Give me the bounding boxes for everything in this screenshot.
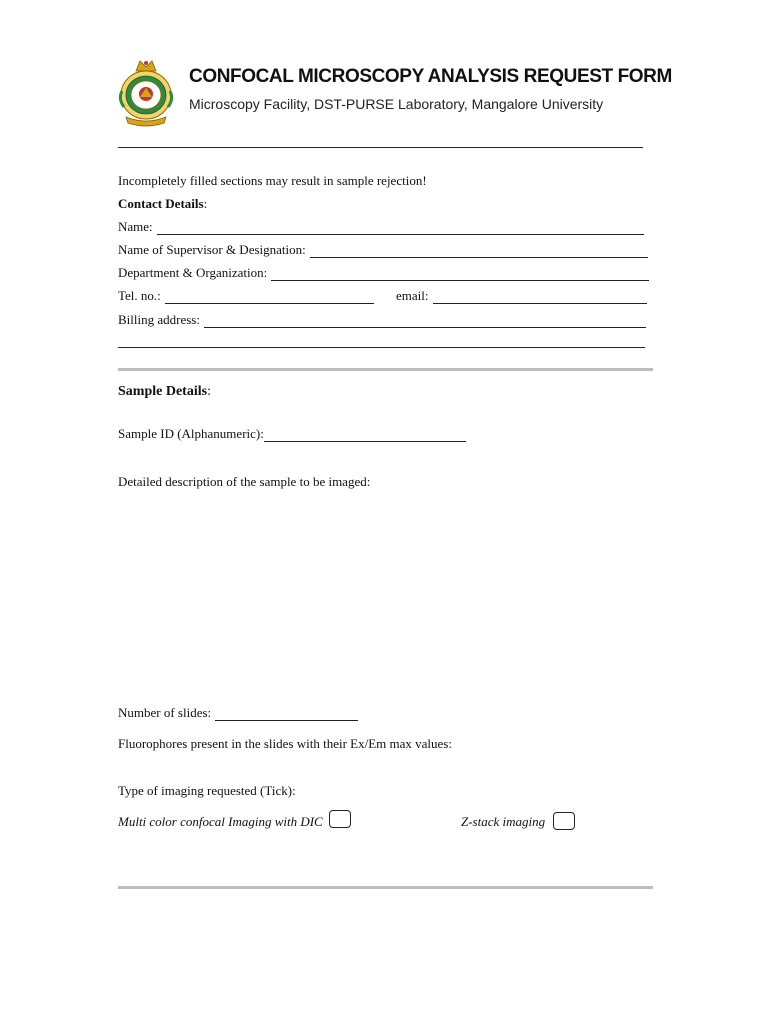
name-label: Name: (118, 219, 153, 234)
form-title: CONFOCAL MICROSCOPY ANALYSIS REQUEST FORM (189, 66, 672, 87)
email-field[interactable] (433, 291, 648, 304)
tel-label: Tel. no.: (118, 288, 161, 303)
imaging-type-label: Type of imaging requested (Tick): (118, 783, 296, 798)
tel-field-row (118, 288, 374, 304)
slides-field[interactable] (215, 708, 358, 721)
sample-description-label: Detailed description of the sample to be imaged: (118, 474, 371, 489)
billing-field-line-2[interactable] (118, 335, 645, 348)
supervisor-field[interactable] (310, 245, 648, 258)
billing-label: Billing address: (118, 312, 200, 327)
sample-id-field-row (118, 426, 466, 442)
section-divider (118, 368, 653, 371)
footer-divider (118, 886, 653, 889)
name-field-row (118, 219, 644, 235)
option-dic-checkbox[interactable] (329, 810, 351, 828)
supervisor-label: Name of Supervisor & Designation: (118, 242, 306, 257)
billing-field-row (118, 312, 646, 328)
tel-field[interactable] (165, 291, 374, 304)
sample-details-heading: Sample Details: (118, 384, 211, 399)
rejection-notice: Incompletely filled sections may result in sample rejection! (118, 173, 427, 188)
fluorophores-label: Fluorophores present in the slides with their Ex/Em max values: (118, 736, 452, 751)
department-label: Department & Organization: (118, 265, 268, 280)
email-field-row (396, 288, 647, 304)
sample-id-label: Sample ID (Alphanumeric): (118, 426, 264, 441)
sample-description-area[interactable] (118, 495, 648, 690)
facility-subtitle: Microscopy Facility, DST-PURSE Laboratory, Mangalore University (189, 96, 604, 112)
option-zstack-checkbox[interactable] (553, 812, 575, 830)
sample-id-field[interactable] (264, 429, 466, 442)
slides-field-row (118, 705, 358, 721)
option-dic-label: Multi color confocal Imaging with DIC (118, 814, 323, 829)
university-seal-icon (116, 57, 176, 127)
department-field-row (118, 265, 649, 281)
option-zstack-label: Z-stack imaging (461, 814, 546, 829)
header-divider (118, 147, 643, 148)
billing-field[interactable] (204, 315, 646, 328)
name-field[interactable] (157, 222, 644, 235)
department-field[interactable] (271, 268, 649, 281)
contact-details-heading: Contact Details: (118, 196, 208, 211)
email-label: email: (396, 288, 429, 303)
supervisor-field-row (118, 242, 648, 258)
slides-label: Number of slides: (118, 705, 212, 720)
